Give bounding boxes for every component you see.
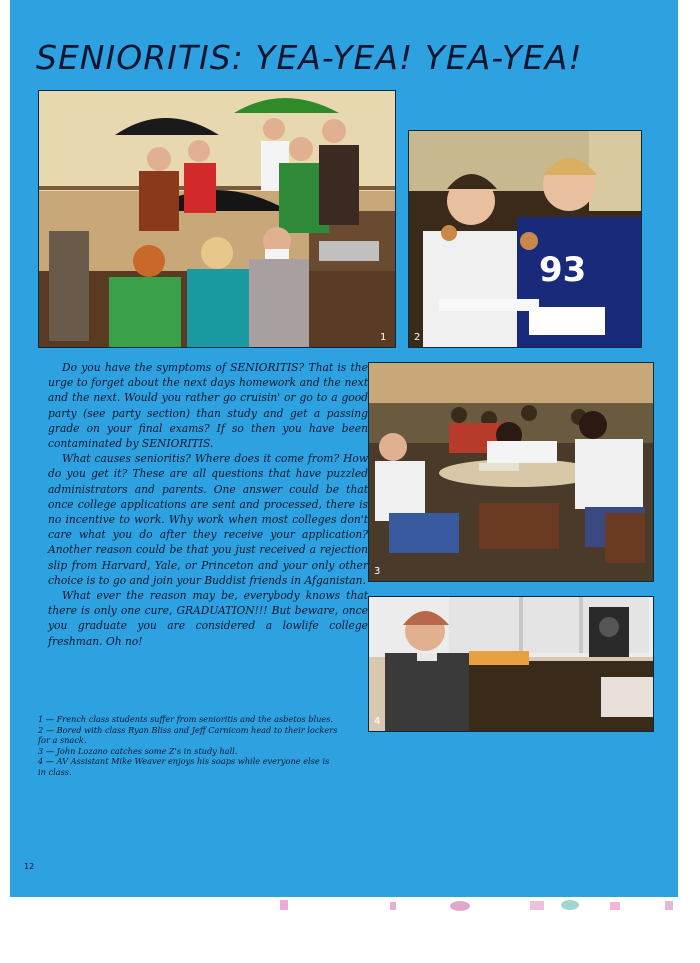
body-paragraph: Do you have the symptoms of SENIORITIS? That is the urge to forget about the next days homework and the next and the next. Would you rather go cruisin' or go to a good party (see party section) than study and get a passing grade on your final exams? If so then you have been contaminated by SENIORITIS. [48,361,368,451]
caption: 2 — Bored with class Ryan Bliss and Jeff Carnicom head to their lockers for a snack. [38,724,338,745]
page-number: 12 [24,862,35,871]
body-paragraph: What ever the reason may be, everybody knows that there is only one cure, GRADUATION!!! But beware, once you graduate you are considered a lowlife college freshman. Oh no! [48,589,368,648]
article-body [48,360,368,649]
next-page-edge [270,898,690,912]
body-paragraph: What causes senioritis? Where does it come from? How do you get it? These are all questions that have puzzled administrators and parents. One answer could be that once college applications are sent and processed, there is no incentive to work. Why work when most colleges don't care what you do after they receive your application? Another reason could be that you just received a rejection slip from Harvard, Yale, or Princeton and your only other choice is to go and join your Buddist friends in Afganistan. [48,452,368,587]
svg-text:93: 93 [539,250,587,290]
photo-number-4: 4 [374,716,381,727]
yearbook-page [10,0,678,897]
photo-av-assistant [368,596,654,732]
caption: 3 — John Lozano catches some Z's in study hall. [38,745,238,756]
photo-snack-boys [408,130,642,348]
photo-number-1: 1 [380,332,387,343]
page-title: SENIORITIS: YEA-YEA! YEA-YEA! [36,38,583,77]
photo-umbrella-group [38,90,396,348]
caption: 1 — French class students suffer from senioritis and the asbetos blues. [38,714,334,724]
caption: 4 — AV Assistant Mike Weaver enjoys his soaps while everyone else is in class. [38,756,330,777]
photo-number-3: 3 [374,566,381,577]
photo-number-2: 2 [414,332,421,343]
photo-captions [38,714,338,777]
photo-study-hall [368,362,654,582]
